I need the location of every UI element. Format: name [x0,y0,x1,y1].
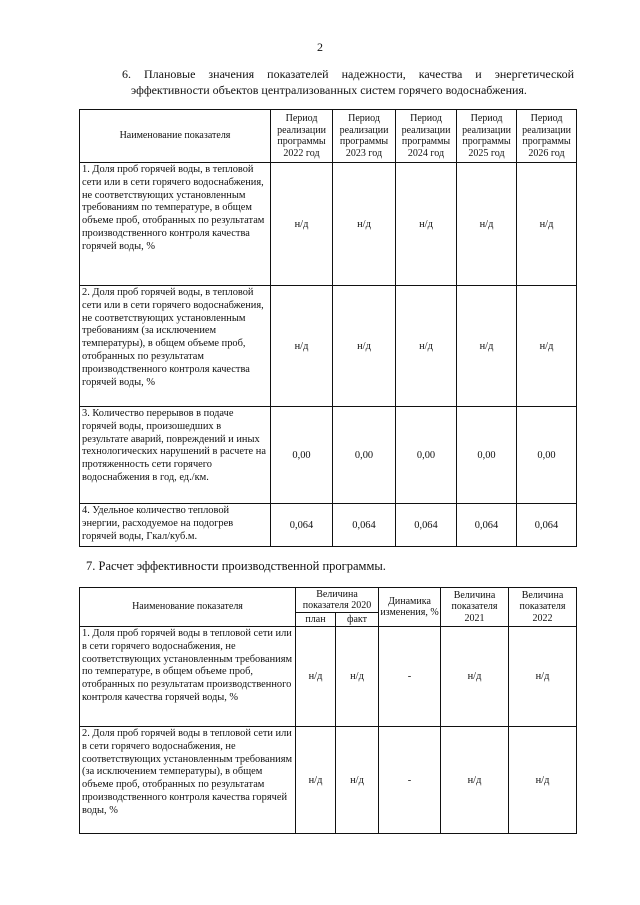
table-row [80,407,577,504]
header-value-2021: Величина показателя 2021 [441,588,509,627]
header-period-2023: Период реализации программы 2023 год [333,110,396,163]
table-row [80,163,577,286]
indicator-value: 0,00 [333,407,396,504]
header-dynamics: Динамика изменения, % [379,588,441,627]
value-2021: н/д [441,627,509,727]
indicator-value: 0,00 [457,407,517,504]
indicator-value: н/д [457,286,517,407]
table-row [80,286,577,407]
table-header-row [80,110,577,163]
indicator-value: 0,064 [333,504,396,547]
indicator-value: н/д [457,163,517,286]
header-plan: план [296,613,336,627]
dynamics-value: - [379,727,441,834]
value-2021: н/д [441,727,509,834]
indicator-value: 0,064 [396,504,457,547]
indicator-name: 3. Количество перерывов в подаче горячей воды, произошедших в результате аварий, повреждений и иных технологических нарушений в расчете на протяженность сети горячего водоснабжения в год, ед./км. [80,407,271,504]
indicator-name: 1. Доля проб горячей воды, в тепловой сети или в сети горячего водоснабжения, не соответствующих установленным требованиям по температуре, в общем объеме проб, отобранных по результатам производственного контроля качества горячей воды, % [80,163,271,286]
efficiency-calculation-table [79,587,577,834]
indicator-value: н/д [396,163,457,286]
indicator-name: 2. Доля проб горячей воды в тепловой сети или в сети горячего водоснабжения, не соответствующих установленным требованиям (за исключением температуры), в общем объеме проб, отобранных по результатам производственного контроля качества горячей воды, % [80,727,296,834]
section-7-title: 7. Расчет эффективности производственной программы. [86,559,386,573]
plan-value: н/д [296,627,336,727]
indicator-value: н/д [333,163,396,286]
value-2022: н/д [509,627,577,727]
indicator-value: 0,00 [517,407,577,504]
reliability-indicators-table [79,109,577,547]
header-fact: факт [336,613,379,627]
header-period-2026: Период реализации программы 2026 год [517,110,577,163]
table-header-row [80,588,577,613]
table-row [80,727,577,834]
table-row [80,504,577,547]
indicator-value: н/д [271,163,333,286]
indicator-value: 0,00 [271,407,333,504]
indicator-name: 4. Удельное количество тепловой энергии, расходуемое на подогрев горячей воды, Гкал/куб.м. [80,504,271,547]
header-indicator-name: Наименование показателя [80,588,296,627]
fact-value: н/д [336,627,379,727]
indicator-value: 0,00 [396,407,457,504]
page-number: 2 [317,40,323,54]
indicator-value: н/д [333,286,396,407]
indicator-name: 2. Доля проб горячей воды, в тепловой сети или в сети горячего водоснабжения, не соответствующих установленным требованиям (за исключением температуры), в общем объеме проб, отобранных по результатам производственного контроля качества горячей воды, % [80,286,271,407]
section-6-title: 6. Плановые значения показателей надежности, качества и энергетической эффективности объектов централизованных систем горячего водоснабжения. [122,67,574,97]
header-period-2024: Период реализации программы 2024 год [396,110,457,163]
header-period-2025: Период реализации программы 2025 год [457,110,517,163]
indicator-value: н/д [271,286,333,407]
dynamics-value: - [379,627,441,727]
header-period-2022: Период реализации программы 2022 год [271,110,333,163]
fact-value: н/д [336,727,379,834]
indicator-value: 0,064 [457,504,517,547]
header-indicator-name: Наименование показателя [80,110,271,163]
table-row [80,627,577,727]
indicator-value: 0,064 [271,504,333,547]
indicator-value: н/д [517,286,577,407]
plan-value: н/д [296,727,336,834]
indicator-value: н/д [517,163,577,286]
header-value-2022: Величина показателя 2022 [509,588,577,627]
header-value-2020: Величина показателя 2020 [296,588,379,613]
indicator-name: 1. Доля проб горячей воды в тепловой сети или в сети горячего водоснабжения, не соответствующих установленным требованиям по температуре, в общем объеме проб, отобранных по результатам производственного контроля качества горячей воды, % [80,627,296,727]
indicator-value: н/д [396,286,457,407]
indicator-value: 0,064 [517,504,577,547]
value-2022: н/д [509,727,577,834]
